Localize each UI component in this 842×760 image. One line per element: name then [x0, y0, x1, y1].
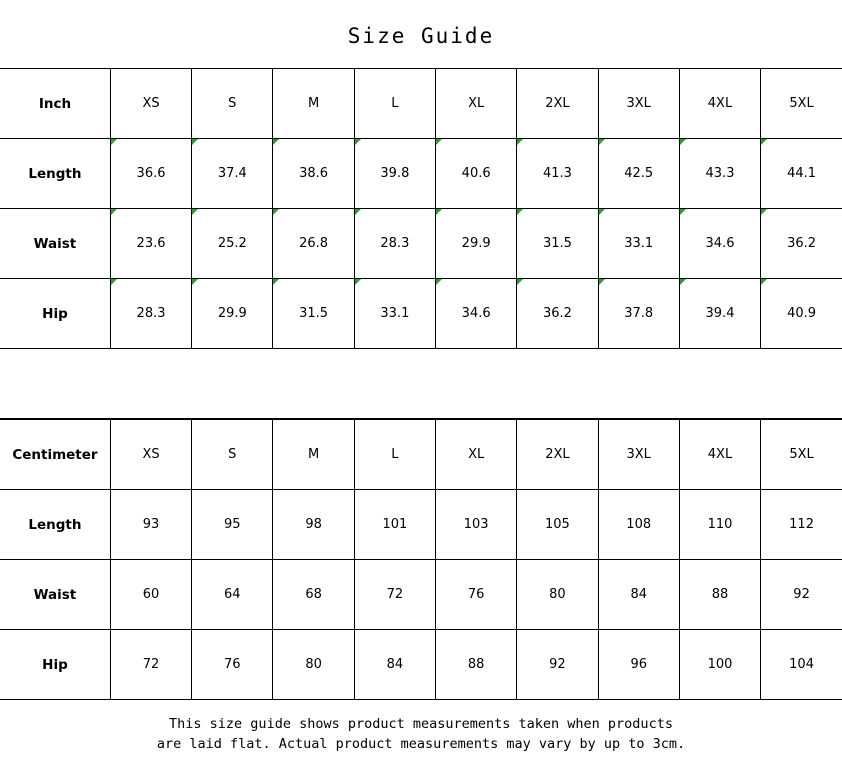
cell-waist-m: 26.8 [273, 209, 354, 279]
size-header-xl: XL [436, 420, 517, 490]
unit-label-inch: Inch [0, 69, 110, 139]
cell-hip-2xl: 92 [517, 630, 598, 700]
cell-waist-2xl: 31.5 [517, 209, 598, 279]
footnote [0, 700, 842, 754]
cell-waist-4xl: 34.6 [679, 209, 760, 279]
row-label-hip: Hip [0, 630, 110, 700]
cell-length-l: 39.8 [354, 139, 435, 209]
cell-length-2xl: 105 [517, 490, 598, 560]
cell-hip-4xl: 39.4 [679, 279, 760, 349]
cell-hip-3xl: 96 [598, 630, 679, 700]
size-table-centimeter [0, 419, 842, 700]
cell-waist-xs: 23.6 [110, 209, 191, 279]
size-header-3xl: 3XL [598, 69, 679, 139]
cell-length-3xl: 42.5 [598, 139, 679, 209]
size-header-xs: XS [110, 420, 191, 490]
cell-length-l: 101 [354, 490, 435, 560]
size-header-m: M [273, 69, 354, 139]
table-row [0, 630, 842, 700]
cell-length-s: 95 [192, 490, 273, 560]
size-header-l: L [354, 69, 435, 139]
cell-waist-3xl: 33.1 [598, 209, 679, 279]
size-header-3xl: 3XL [598, 420, 679, 490]
cell-length-xl: 40.6 [436, 139, 517, 209]
cell-waist-xl: 76 [436, 560, 517, 630]
cell-hip-3xl: 37.8 [598, 279, 679, 349]
cell-waist-s: 25.2 [192, 209, 273, 279]
cell-waist-5xl: 36.2 [761, 209, 842, 279]
footnote-line-1: This size guide shows product measurements taken when products [169, 716, 673, 732]
size-header-m: M [273, 420, 354, 490]
cell-waist-5xl: 92 [761, 560, 842, 630]
cell-length-s: 37.4 [192, 139, 273, 209]
cell-waist-l: 28.3 [354, 209, 435, 279]
cell-hip-2xl: 36.2 [517, 279, 598, 349]
size-header-xs: XS [110, 69, 191, 139]
cell-length-xs: 93 [110, 490, 191, 560]
cell-hip-xl: 88 [436, 630, 517, 700]
footnote-line-2: are laid flat. Actual product measurements may vary by up to 3cm. [156, 736, 686, 752]
cell-waist-s: 64 [192, 560, 273, 630]
cell-hip-l: 84 [354, 630, 435, 700]
cell-hip-s: 29.9 [192, 279, 273, 349]
cell-length-5xl: 112 [761, 490, 842, 560]
cell-length-3xl: 108 [598, 490, 679, 560]
cell-hip-s: 76 [192, 630, 273, 700]
cell-length-m: 98 [273, 490, 354, 560]
cell-hip-xs: 28.3 [110, 279, 191, 349]
size-header-5xl: 5XL [761, 69, 842, 139]
cell-waist-4xl: 88 [679, 560, 760, 630]
size-header-4xl: 4XL [679, 69, 760, 139]
row-label-length: Length [0, 490, 110, 560]
cell-hip-4xl: 100 [679, 630, 760, 700]
cell-hip-xs: 72 [110, 630, 191, 700]
table-separator [0, 349, 842, 419]
row-label-waist: Waist [0, 209, 110, 279]
cell-length-xs: 36.6 [110, 139, 191, 209]
cell-waist-xl: 29.9 [436, 209, 517, 279]
row-label-hip: Hip [0, 279, 110, 349]
page-title: Size Guide [347, 24, 495, 48]
cell-hip-xl: 34.6 [436, 279, 517, 349]
size-table-inch [0, 68, 842, 349]
table-row [0, 560, 842, 630]
size-header-5xl: 5XL [761, 420, 842, 490]
cell-length-4xl: 110 [679, 490, 760, 560]
row-label-waist: Waist [0, 560, 110, 630]
cell-hip-m: 80 [273, 630, 354, 700]
size-header-2xl: 2XL [517, 69, 598, 139]
cell-waist-l: 72 [354, 560, 435, 630]
table-row [0, 209, 842, 279]
size-header-2xl: 2XL [517, 420, 598, 490]
cell-length-4xl: 43.3 [679, 139, 760, 209]
size-header-xl: XL [436, 69, 517, 139]
cell-length-5xl: 44.1 [761, 139, 842, 209]
unit-label-centimeter: Centimeter [0, 420, 110, 490]
size-header-l: L [354, 420, 435, 490]
table-row [0, 139, 842, 209]
cell-hip-l: 33.1 [354, 279, 435, 349]
table-header-row [0, 420, 842, 490]
cell-hip-5xl: 40.9 [761, 279, 842, 349]
size-header-s: S [192, 69, 273, 139]
cell-waist-2xl: 80 [517, 560, 598, 630]
size-header-4xl: 4XL [679, 420, 760, 490]
cell-length-m: 38.6 [273, 139, 354, 209]
cell-hip-5xl: 104 [789, 657, 814, 672]
cell-length-xl: 103 [436, 490, 517, 560]
cell-hip-m: 31.5 [273, 279, 354, 349]
table-row [0, 279, 842, 349]
size-header-s: S [192, 420, 273, 490]
cell-waist-3xl: 84 [598, 560, 679, 630]
cell-waist-xs: 60 [110, 560, 191, 630]
cell-length-2xl: 41.3 [517, 139, 598, 209]
table-row [0, 490, 842, 560]
cell-waist-m: 68 [273, 560, 354, 630]
table-header-row [0, 69, 842, 139]
row-label-length: Length [0, 139, 110, 209]
